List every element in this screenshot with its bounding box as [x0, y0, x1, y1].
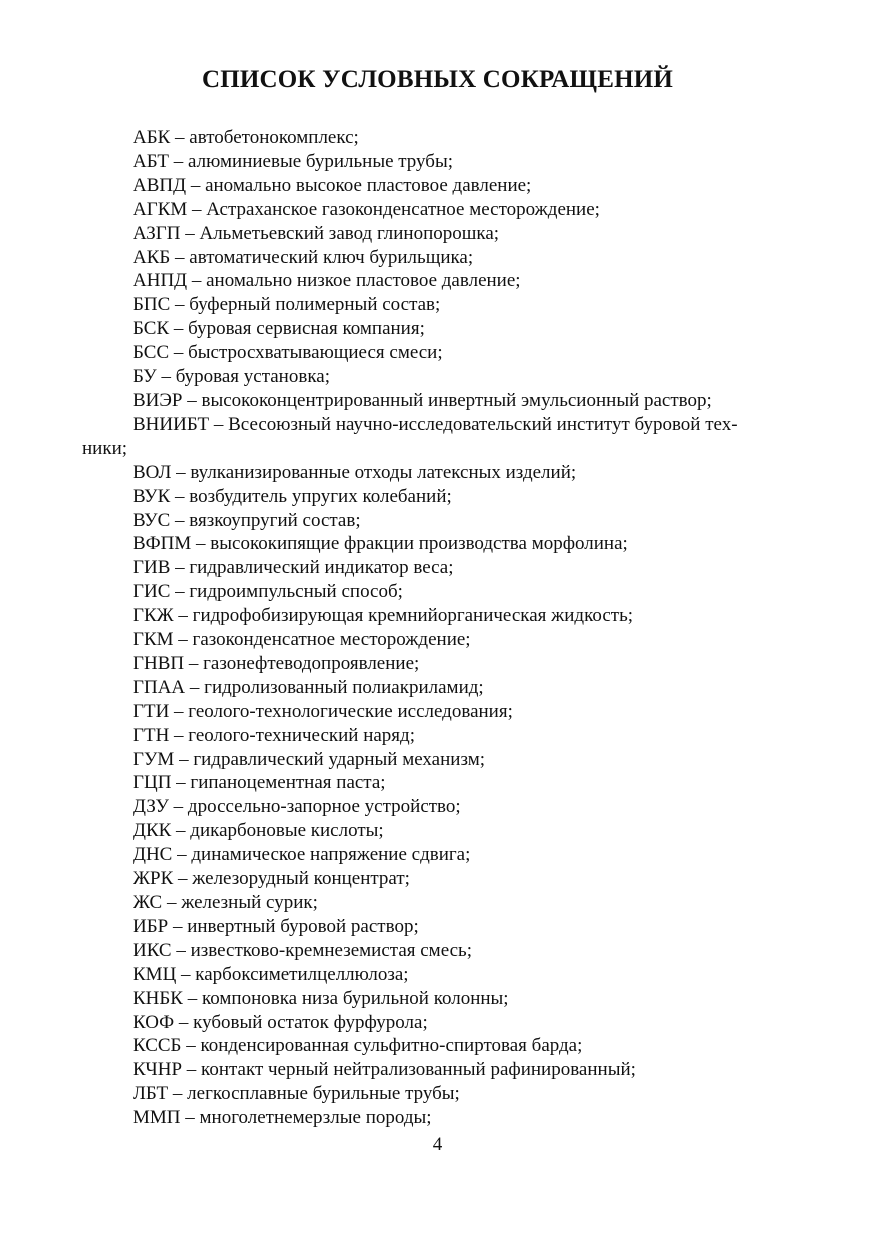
list-item: ВФПМ – высококипящие фракции производства морфолина;	[133, 533, 628, 555]
list-item: БСС – быстросхватывающиеся смеси;	[133, 342, 443, 364]
list-item: АБК – автобетонокомплекс;	[133, 127, 359, 148]
list-item: ВУС – вязкоупругий состав;	[133, 509, 361, 531]
list-item: КМЦ – карбоксиметилцеллюлоза;	[133, 963, 409, 985]
list-item: БПС – буферный полимерный состав;	[133, 294, 441, 316]
list-item: КССБ – конденсированная сульфитно-спиртовая барда;	[133, 1035, 583, 1057]
list-item: ДКК – дикарбоновые кислоты;	[133, 820, 384, 842]
list-item-continuation: ники;	[82, 437, 128, 459]
list-item: АГКМ – Астраханское газоконденсатное месторождение;	[133, 198, 600, 220]
list-item: ГУМ – гидравлический ударный механизм;	[133, 748, 485, 770]
abbreviation-list	[82, 126, 802, 1130]
list-item: КНБК – компоновка низа бурильной колонны;	[133, 987, 509, 1009]
list-item: ГИС – гидроимпульсный способ;	[133, 581, 403, 603]
page-title: СПИСОК УСЛОВНЫХ СОКРАЩЕНИЙ	[201, 66, 674, 93]
list-item: ВНИИБТ – Всесоюзный научно-исследовательский институт буровой тех-	[133, 413, 738, 435]
list-item: ЛБТ – легкосплавные бурильные трубы;	[133, 1083, 460, 1105]
list-item: АБТ – алюминиевые бурильные трубы;	[133, 150, 454, 172]
list-item: АВПД – аномально высокое пластовое давление;	[133, 174, 532, 196]
list-item: КЧНР – контакт черный нейтрализованный рафинированный;	[133, 1059, 636, 1081]
list-item: ГИВ – гидравлический индикатор веса;	[133, 557, 454, 579]
list-item: ГТИ – геолого-технологические исследования;	[133, 700, 513, 722]
list-item: ВОЛ – вулканизированные отходы латексных изделий;	[133, 461, 577, 483]
list-item: БУ – буровая установка;	[133, 366, 330, 388]
list-item: ГТН – геолого-технический наряд;	[133, 724, 415, 746]
list-item: ДЗУ – дроссельно-запорное устройство;	[133, 796, 461, 818]
list-item: ИКС – известково-кремнеземистая смесь;	[133, 939, 472, 961]
list-item: ГКЖ – гидрофобизирующая кремнийорганическая жидкость;	[133, 605, 634, 627]
list-item: ЖРК – железорудный концентрат;	[133, 868, 410, 890]
list-item: ГНВП – газонефтеводопроявление;	[133, 652, 420, 674]
list-item: ВИЭР – высококонцентрированный инвертный эмульсионный раствор;	[133, 389, 712, 411]
list-item: ИБР – инвертный буровой раствор;	[133, 915, 419, 937]
list-item: КОФ – кубовый остаток фурфурола;	[133, 1011, 428, 1033]
list-item: ММП – многолетнемерзлые породы;	[133, 1107, 432, 1129]
list-item: ГЦП – гипаноцементная паста;	[133, 772, 386, 794]
list-item: АНПД – аномально низкое пластовое давление;	[133, 270, 521, 292]
list-item: ДНС – динамическое напряжение сдвига;	[133, 844, 471, 866]
list-item: ГКМ – газоконденсатное месторождение;	[133, 629, 471, 651]
list-item: АКБ – автоматический ключ бурильщика;	[133, 246, 474, 268]
list-item: АЗГП – Альметьевский завод глинопорошка;	[133, 222, 500, 244]
list-item: БСК – буровая сервисная компания;	[133, 318, 425, 340]
list-item: ВУК – возбудитель упругих колебаний;	[133, 485, 452, 507]
list-item: ГПАА – гидролизованный полиакриламид;	[133, 676, 484, 698]
page-number: 4	[432, 1134, 443, 1155]
list-item: ЖС – железный сурик;	[133, 892, 318, 913]
